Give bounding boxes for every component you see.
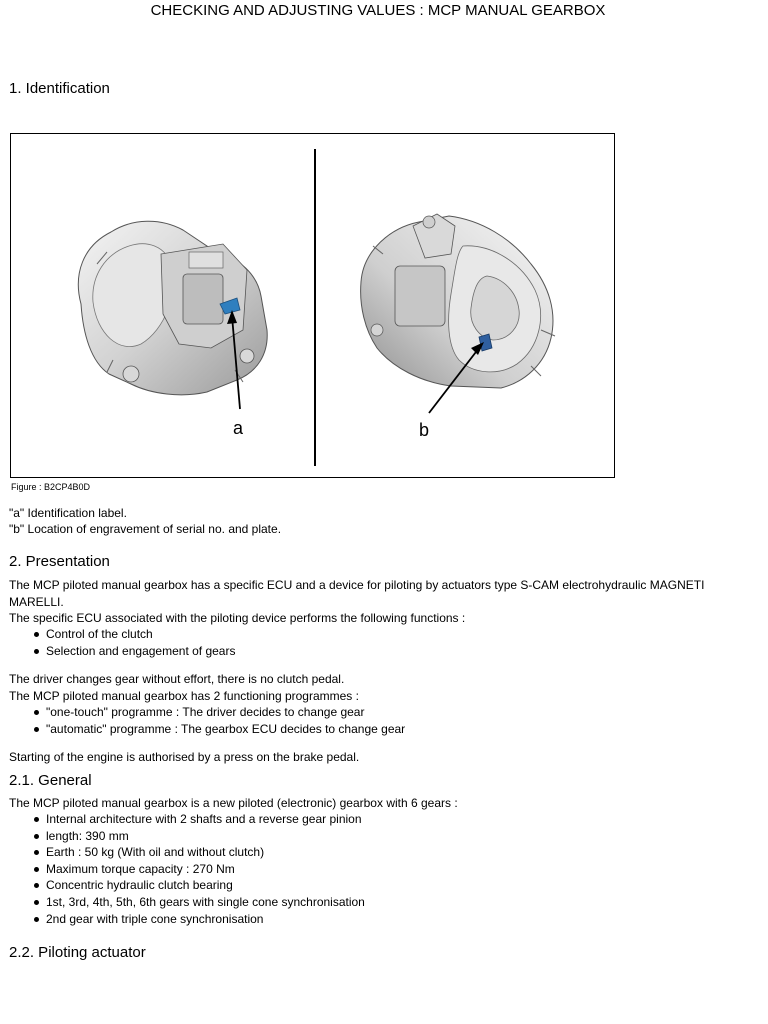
presentation-paragraph-2: The specific ECU associated with the piloting device performs the following functions : (9, 611, 466, 625)
note-a: "a" Identification label. (9, 506, 127, 520)
general-specs-list (34, 811, 365, 927)
figure-caption: Figure : B2CP4B0D (11, 482, 91, 492)
section-heading-general: 2.1. General (9, 772, 92, 789)
list-item: "one-touch" programme : The driver decides to change gear (34, 704, 405, 721)
ecu-functions-list (34, 626, 235, 659)
list-item: Control of the clutch (34, 626, 235, 643)
callout-a: a (233, 418, 244, 438)
list-item: Maximum torque capacity : 270 Nm (34, 861, 365, 878)
list-item: 2nd gear with triple cone synchronisation (34, 911, 365, 928)
list-item: Earth : 50 kg (With oil and without clutch) (34, 844, 365, 861)
presentation-paragraph-4: The MCP piloted manual gearbox has 2 functioning programmes : (9, 689, 359, 703)
presentation-paragraph-3: The driver changes gear without effort, there is no clutch pedal. (9, 672, 345, 686)
list-item: "automatic" programme : The gearbox ECU decides to change gear (34, 721, 405, 738)
list-item: Concentric hydraulic clutch bearing (34, 877, 365, 894)
gearbox-view-b (361, 214, 555, 413)
gearbox-illustration (11, 134, 614, 477)
figure-gearbox-identification (10, 133, 615, 478)
list-item: 1st, 3rd, 4th, 5th, 6th gears with single cone synchronisation (34, 894, 365, 911)
presentation-paragraph-1: The MCP piloted manual gearbox has a specific ECU and a device for piloting by actuators type S-CAM electrohydraulic MAGNETI MARELLI. (9, 578, 705, 609)
programmes-list (34, 704, 405, 737)
section-heading-presentation: 2. Presentation (9, 553, 110, 570)
list-item: Selection and engagement of gears (34, 643, 235, 660)
section-heading-identification: 1. Identification (9, 80, 110, 97)
general-intro: The MCP piloted manual gearbox is a new piloted (electronic) gearbox with 6 gears : (9, 796, 458, 810)
presentation-paragraph-5: Starting of the engine is authorised by a press on the brake pedal. (9, 750, 360, 764)
callout-b: b (419, 420, 430, 440)
list-item: length: 390 mm (34, 828, 365, 845)
section-heading-piloting-actuator: 2.2. Piloting actuator (9, 944, 146, 961)
document-title: CHECKING AND ADJUSTING VALUES : MCP MANUAL GEARBOX (150, 2, 606, 19)
list-item: Internal architecture with 2 shafts and a reverse gear pinion (34, 811, 365, 828)
note-b: "b" Location of engravement of serial no. and plate. (9, 522, 282, 536)
gearbox-view-a (78, 221, 267, 409)
